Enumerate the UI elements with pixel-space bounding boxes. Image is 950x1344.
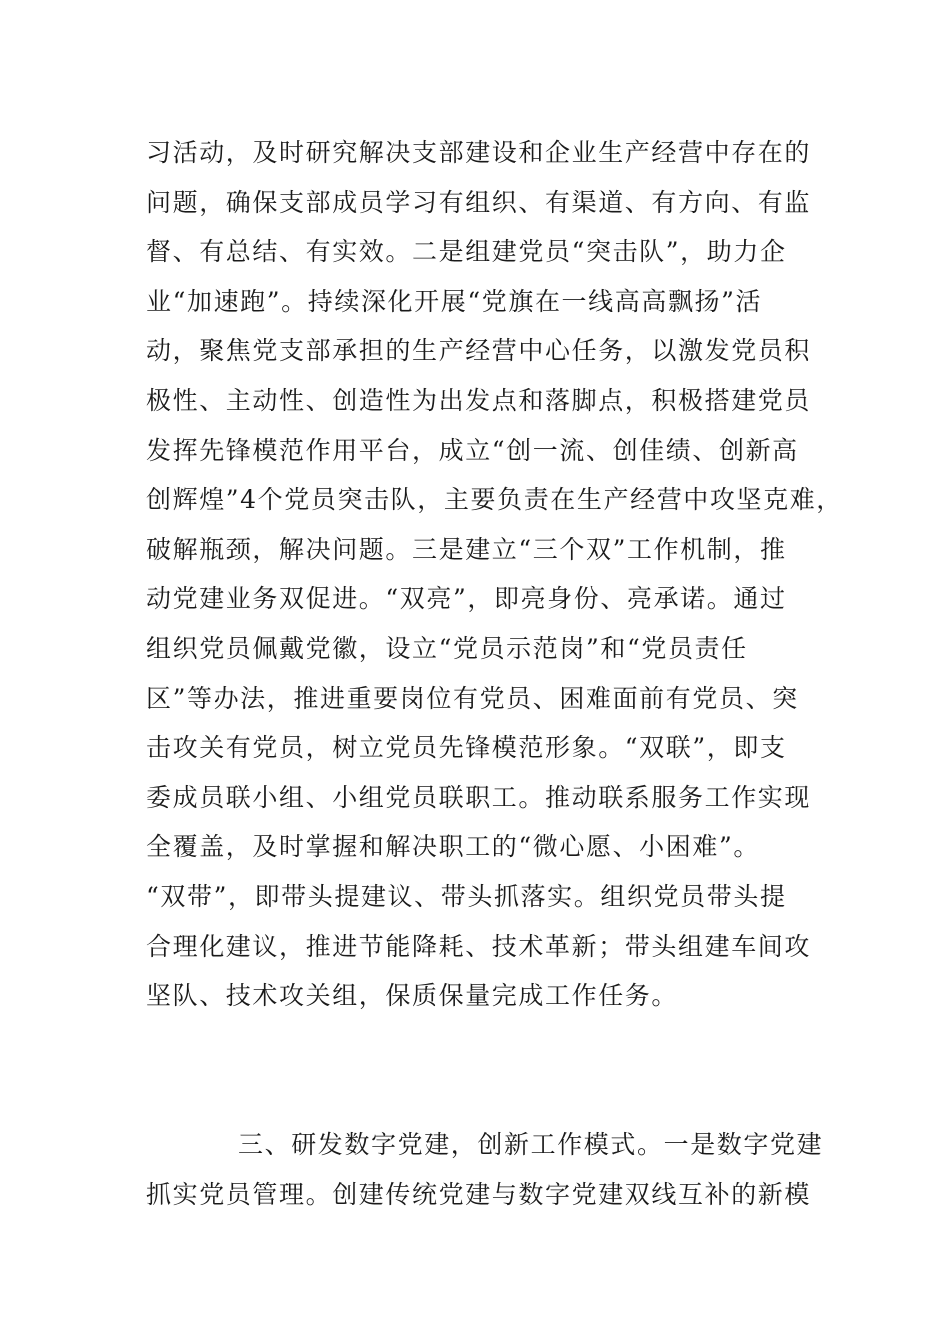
text-line: 极性、主动性、创造性为出发点和落脚点，积极搭建党员 [146,385,812,415]
text-line: 督、有总结、有实效。二是组建党员“突击队”，助力企 [146,237,787,267]
paragraph-continuation [146,128,843,1021]
text-line: 组织党员佩戴党徽，设立“党员示范岗”和“党员责任 [146,633,748,663]
text-line: 业“加速跑”。持续深化开展“党旗在一线高高飘扬”活 [146,286,763,316]
text-line: 委成员联小组、小组党员联职工。推动联系服务工作实现 [146,782,812,812]
text-line: 坚队、技术攻关组，保质保量完成工作任务。 [146,981,679,1011]
text-line: “双带”，即带头提建议、带头抓落实。组织党员带头提 [146,881,787,911]
text-line: 全覆盖，及时掌握和解决职工的“微心愿、小困难”。 [146,832,760,862]
text-line: 破解瓶颈，解决问题。三是建立“三个双”工作机制，推 [146,534,787,564]
text-line: 动，聚焦党支部承担的生产经营中心任务，以激发党员积 [146,336,812,366]
text-line: 击攻关有党员，树立党员先锋模范形象。“双联”，即支 [146,733,787,763]
text-line: 习活动，及时研究解决支部建设和企业生产经营中存在的 [146,138,812,167]
text-line: 抓实党员管理。创建传统党建与数字党建双线互补的新模 [146,1179,812,1209]
text-line: 问题，确保支部成员学习有组织、有渠道、有方向、有监 [146,187,812,217]
section-three-paragraph [146,1120,826,1219]
text-line: 合理化建议，推进节能降耗、技术革新；带头组建车间攻 [146,931,812,961]
text-line: 发挥先锋模范作用平台，成立“创一流、创佳绩、创新高 [146,435,799,465]
text-line: 区”等办法，推进重要岗位有党员、困难面前有党员、突 [146,683,799,713]
text-line: 动党建业务双促进。“双亮”，即亮身份、亮承诺。通过 [146,584,787,614]
section-heading-line: 三、研发数字党建，创新工作模式。一是数字党建 [238,1130,824,1159]
text-line: 创辉煌”4个党员突击队，主要负责在生产经营中攻坚克难， [146,485,843,515]
